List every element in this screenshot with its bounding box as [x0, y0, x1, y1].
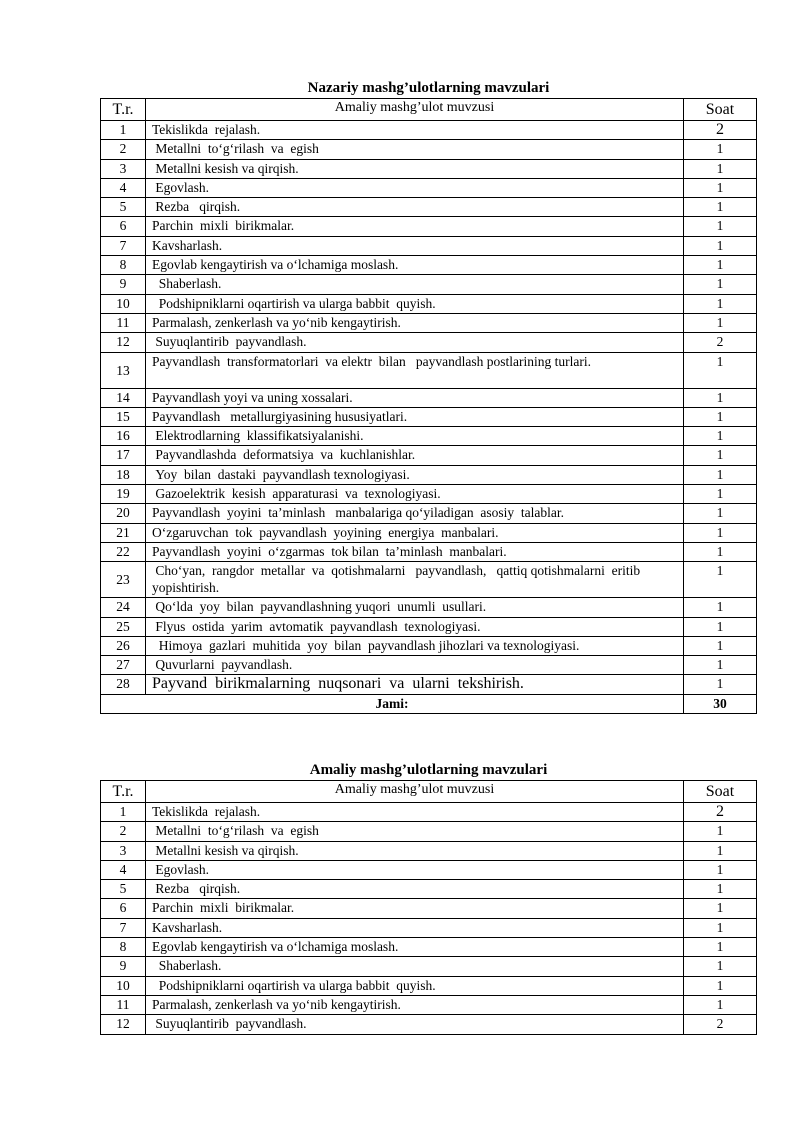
header-topic: Amaliy mashg’ulot muvzusi: [146, 781, 684, 803]
row-topic: O‘zgaruvchan tok payvandlash yoyining energiya manbalari.: [146, 523, 684, 542]
row-hours: 1: [684, 388, 757, 407]
header-topic: Amaliy mashg’ulot muvzusi: [146, 99, 684, 121]
row-hours: 1: [684, 140, 757, 159]
table-row: [101, 256, 757, 275]
table-row: [101, 485, 757, 504]
row-topic: Rezba qirqish.: [146, 880, 684, 899]
row-hours: 1: [684, 957, 757, 976]
table-row: [101, 236, 757, 255]
row-number: 27: [101, 656, 146, 675]
table-row: [101, 407, 757, 426]
row-number: 5: [101, 198, 146, 217]
row-number: 8: [101, 938, 146, 957]
row-topic: Shaberlash.: [146, 275, 684, 294]
row-topic: Payvandlash yoyini o‘zgarmas tok bilan ta’minlash manbalari.: [146, 542, 684, 561]
row-number: 4: [101, 860, 146, 879]
row-topic: Yoy bilan dastaki payvandlash texnologiyasi.: [146, 465, 684, 484]
row-hours: 2: [684, 803, 757, 822]
row-number: 26: [101, 636, 146, 655]
row-number: 9: [101, 957, 146, 976]
row-number: 5: [101, 880, 146, 899]
row-number: 6: [101, 217, 146, 236]
table-row: [101, 976, 757, 995]
row-topic: Egovlab kengaytirish va o‘lchamiga moslash.: [146, 256, 684, 275]
row-number: 22: [101, 542, 146, 561]
row-hours: 1: [684, 995, 757, 1014]
row-number: 3: [101, 159, 146, 178]
amaliy-topics-table: [100, 780, 757, 1035]
table-row: [101, 860, 757, 879]
row-number: 10: [101, 294, 146, 313]
row-number: 13: [101, 352, 146, 388]
table-row: [101, 841, 757, 860]
row-topic: Metallni kesish va qirqish.: [146, 159, 684, 178]
table-row: [101, 598, 757, 617]
row-topic: Payvandlash yoyi va uning xossalari.: [146, 388, 684, 407]
header-hours: Soat: [684, 781, 757, 803]
row-number: 1: [101, 121, 146, 140]
row-hours: 1: [684, 899, 757, 918]
row-number: 12: [101, 1015, 146, 1034]
row-hours: 1: [684, 256, 757, 275]
row-hours: 1: [684, 427, 757, 446]
table-row: [101, 446, 757, 465]
table-row: [101, 617, 757, 636]
row-hours: 1: [684, 918, 757, 937]
row-hours: 1: [684, 822, 757, 841]
row-number: 12: [101, 333, 146, 352]
row-number: 28: [101, 675, 146, 694]
table-header-row: [101, 99, 757, 121]
table-row: [101, 504, 757, 523]
row-topic: Metallni to‘g‘rilash va egish: [146, 140, 684, 159]
row-number: 20: [101, 504, 146, 523]
row-number: 1: [101, 803, 146, 822]
table-row: [101, 656, 757, 675]
row-hours: 1: [684, 504, 757, 523]
row-number: 21: [101, 523, 146, 542]
row-hours: 1: [684, 636, 757, 655]
row-topic: Shaberlash.: [146, 957, 684, 976]
row-topic: Qo‘lda yoy bilan payvandlashning yuqori unumli usullari.: [146, 598, 684, 617]
total-value: 30: [684, 694, 757, 713]
row-hours: 2: [684, 121, 757, 140]
table-row: [101, 938, 757, 957]
row-topic: Podshipniklarni oqartirish va ularga babbit quyish.: [146, 976, 684, 995]
row-topic: Payvand birikmalarning nuqsonari va ularni tekshirish.: [146, 675, 684, 694]
row-hours: 1: [684, 198, 757, 217]
row-number: 11: [101, 313, 146, 332]
table-header-row: [101, 781, 757, 803]
row-number: 16: [101, 427, 146, 446]
row-topic: Parmalash, zenkerlash va yo‘nib kengaytirish.: [146, 313, 684, 332]
row-hours: 1: [684, 542, 757, 561]
row-number: 17: [101, 446, 146, 465]
row-hours: 1: [684, 217, 757, 236]
header-number: T.r.: [101, 99, 146, 121]
row-number: 19: [101, 485, 146, 504]
row-topic: Payvandlash transformatorlari va elektr bilan payvandlash postlarining turlari.: [146, 352, 684, 388]
row-hours: 1: [684, 675, 757, 694]
table-row: [101, 352, 757, 388]
row-number: 11: [101, 995, 146, 1014]
section-title-nazariy: Nazariy mashg’ulotlarning mavzulari: [307, 80, 550, 96]
row-topic: Suyuqlantirib payvandlash.: [146, 333, 684, 352]
table-row: [101, 880, 757, 899]
row-hours: 1: [684, 841, 757, 860]
table-row: [101, 1015, 757, 1034]
row-number: 14: [101, 388, 146, 407]
table-row: [101, 313, 757, 332]
table-row: [101, 275, 757, 294]
table-row: [101, 217, 757, 236]
table-row: [101, 636, 757, 655]
row-hours: 1: [684, 159, 757, 178]
row-topic: Quvurlarni payvandlash.: [146, 656, 684, 675]
table-row: [101, 140, 757, 159]
row-hours: 1: [684, 352, 757, 388]
row-hours: 1: [684, 976, 757, 995]
table-row: [101, 523, 757, 542]
table-row: [101, 388, 757, 407]
row-hours: 1: [684, 236, 757, 255]
row-topic: Egovlash.: [146, 860, 684, 879]
row-number: 3: [101, 841, 146, 860]
table-row: [101, 899, 757, 918]
row-topic: Payvandlash metallurgiyasining hususiyatlari.: [146, 407, 684, 426]
row-hours: 2: [684, 1015, 757, 1034]
row-topic: Tekislikda rejalash.: [146, 121, 684, 140]
table-row: [101, 427, 757, 446]
total-row: [101, 694, 757, 713]
row-hours: 1: [684, 465, 757, 484]
row-number: 7: [101, 918, 146, 937]
table-row: [101, 918, 757, 937]
row-hours: 1: [684, 860, 757, 879]
row-topic: Gazoelektrik kesish apparaturasi va texnologiyasi.: [146, 485, 684, 504]
row-hours: 1: [684, 938, 757, 957]
nazariy-topics-table: [100, 98, 757, 714]
row-topic: Elektrodlarning klassifikatsiyalanishi.: [146, 427, 684, 446]
row-hours: 1: [684, 178, 757, 197]
row-hours: 1: [684, 313, 757, 332]
row-topic: Cho‘yan, rangdor metallar va qotishmalarni payvandlash, qattiq qotishmalarni eritib yopishtirish.: [146, 562, 684, 598]
row-number: 6: [101, 899, 146, 918]
row-topic: Parchin mixli birikmalar.: [146, 899, 684, 918]
header-hours: Soat: [684, 99, 757, 121]
row-number: 8: [101, 256, 146, 275]
row-topic: Egovlab kengaytirish va o‘lchamiga moslash.: [146, 938, 684, 957]
row-topic: Rezba qirqish.: [146, 198, 684, 217]
table-row: [101, 178, 757, 197]
row-hours: 2: [684, 333, 757, 352]
row-topic: Tekislikda rejalash.: [146, 803, 684, 822]
row-hours: 1: [684, 294, 757, 313]
table-row: [101, 294, 757, 313]
row-number: 18: [101, 465, 146, 484]
row-number: 2: [101, 822, 146, 841]
table-row: [101, 995, 757, 1014]
row-topic: Kavsharlash.: [146, 918, 684, 937]
table-row: [101, 465, 757, 484]
total-label: Jami:: [101, 694, 684, 713]
row-hours: 1: [684, 407, 757, 426]
row-hours: 1: [684, 275, 757, 294]
row-topic: Podshipniklarni oqartirish va ularga babbit quyish.: [146, 294, 684, 313]
row-topic: Himoya gazlari muhitida yoy bilan payvandlash jihozlari va texnologiyasi.: [146, 636, 684, 655]
row-hours: 1: [684, 523, 757, 542]
row-hours: 1: [684, 598, 757, 617]
row-hours: 1: [684, 485, 757, 504]
row-topic: Parmalash, zenkerlash va yo‘nib kengaytirish.: [146, 995, 684, 1014]
row-number: 23: [101, 562, 146, 598]
row-topic: Suyuqlantirib payvandlash.: [146, 1015, 684, 1034]
table-row: [101, 822, 757, 841]
section-title-amaliy: Amaliy mashg’ulotlarning mavzulari: [309, 762, 548, 778]
table-row: [101, 675, 757, 694]
row-hours: 1: [684, 617, 757, 636]
row-number: 15: [101, 407, 146, 426]
table-row: [101, 542, 757, 561]
row-number: 24: [101, 598, 146, 617]
row-topic: Parchin mixli birikmalar.: [146, 217, 684, 236]
row-topic: Payvandlashda deformatsiya va kuchlanishlar.: [146, 446, 684, 465]
row-number: 10: [101, 976, 146, 995]
header-number: T.r.: [101, 781, 146, 803]
table-row: [101, 562, 757, 598]
table-row: [101, 198, 757, 217]
row-number: 25: [101, 617, 146, 636]
table-row: [101, 333, 757, 352]
row-topic: Flyus ostida yarim avtomatik payvandlash texnologiyasi.: [146, 617, 684, 636]
row-number: 9: [101, 275, 146, 294]
row-topic: Egovlash.: [146, 178, 684, 197]
row-hours: 1: [684, 880, 757, 899]
table-row: [101, 121, 757, 140]
row-topic: Kavsharlash.: [146, 236, 684, 255]
row-topic: Metallni kesish va qirqish.: [146, 841, 684, 860]
row-topic: Metallni to‘g‘rilash va egish: [146, 822, 684, 841]
row-topic: Payvandlash yoyini ta’minlash manbalariga qo‘yiladigan asosiy talablar.: [146, 504, 684, 523]
row-number: 2: [101, 140, 146, 159]
row-hours: 1: [684, 446, 757, 465]
table-row: [101, 159, 757, 178]
table-row: [101, 957, 757, 976]
row-number: 7: [101, 236, 146, 255]
row-number: 4: [101, 178, 146, 197]
table-row: [101, 803, 757, 822]
row-hours: 1: [684, 656, 757, 675]
row-hours: 1: [684, 562, 757, 598]
